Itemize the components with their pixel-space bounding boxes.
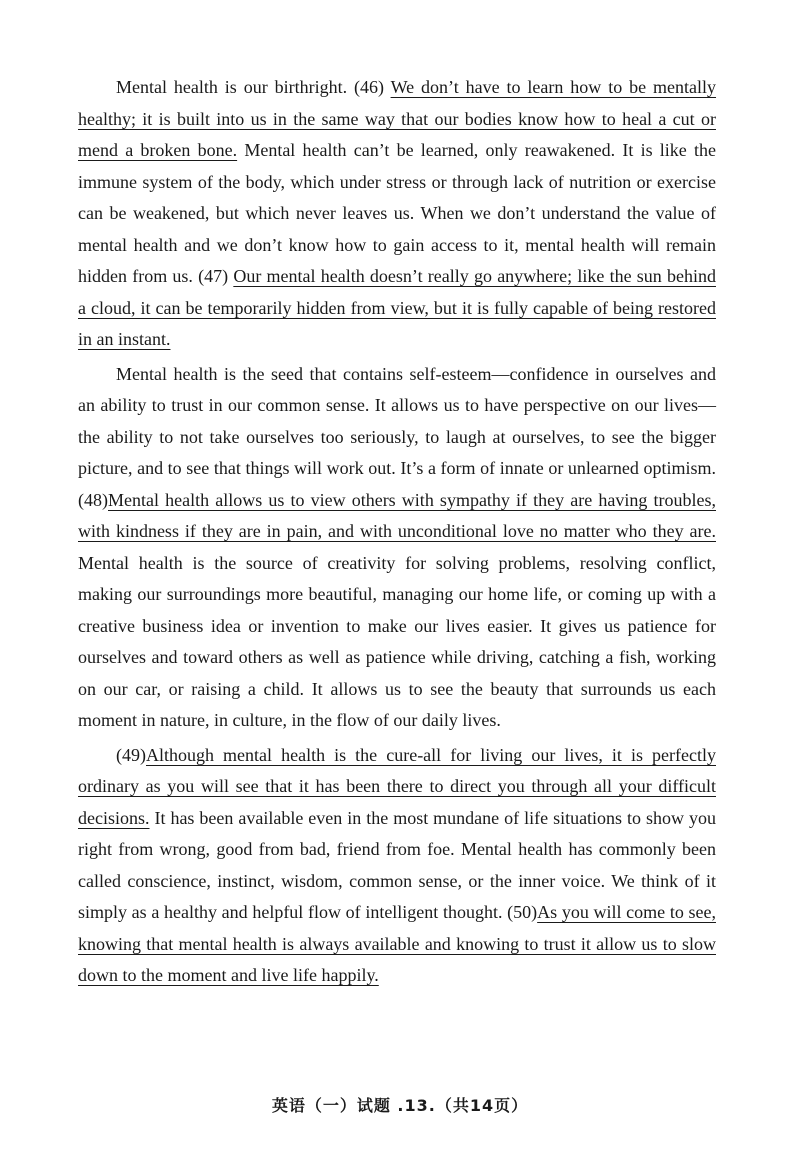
text-segment: (49) bbox=[116, 744, 146, 765]
text-segment: Mental health is our birthright. (46) bbox=[116, 77, 391, 97]
paragraph-1 bbox=[78, 72, 716, 356]
paragraph-2 bbox=[78, 359, 716, 737]
text-segment: Mental health is the source of creativity for solving problems, resolving conflict, making our surroundings more beautiful, managing our home life, or coming up with a creative business idea or invention to make our lives easier. It gives us patience for ourselves and toward others as well as patience while driving, catching a fish, working on our car, or raising a child. It allows us to see the beauty that surrounds us each moment in nature, in culture, in the flow of our daily lives. bbox=[78, 552, 716, 730]
underlined-sentence-48: Mental health allows us to view others with sympathy if they are having troubles, with kindness if they are in pain, and with unconditional love no matter who they are. bbox=[78, 489, 716, 541]
text-segment: It has been available even in the most mundane of life situations to show you right from wrong, good from bad, friend from foe. Mental health has commonly been called conscience, instinct, wisdom, common sense, or the inner voice. We think of it simply as a healthy and helpful flow of intelligent thought. (50) bbox=[78, 807, 716, 922]
underlined-sentence-49: Although mental health is the cure-all for living our lives, it is perfectly ordinary as you will see that it has been there to direct you through all your difficult decisions. bbox=[78, 744, 716, 828]
underlined-sentence-47: Our mental health doesn’t really go anywhere; like the sun behind a cloud, it can be temporarily hidden from view, but it is fully capable of being restored in an instant. bbox=[78, 266, 716, 349]
underlined-sentence-46: We don’t have to learn how to be mentally healthy; it is built into us in the same way that our bodies know how to heal a cut or mend a broken bone. bbox=[78, 77, 717, 160]
paragraph-3 bbox=[78, 740, 716, 992]
text-segment: Mental health is the seed that contains self-esteem—confidence in ourselves and an ability to trust in our common sense. It allows us to have perspective on our lives—the ability to not take ourselves too seriously, to laugh at ourselves, to see the bigger picture, and to see that things will work out. It’s a form of innate or unlearned optimism. (48) bbox=[78, 363, 716, 510]
underlined-sentence-50: As you will come to see, knowing that mental health is always available and knowing to trust it allow us to slow down to the moment and live life happily. bbox=[78, 902, 716, 985]
text-segment: Mental health can’t be learned, only reawakened. It is like the immune system of the body, which under stress or through lack of nutrition or exercise can be weakened, but which never leaves us. When we don’t understand the value of mental health and we don’t know how to gain access to it, mental health will remain hidden from us. (47) bbox=[78, 140, 716, 286]
reading-passage bbox=[78, 72, 716, 992]
page-footer: 英语（一）试题 .13.（共14页） bbox=[271, 1096, 529, 1115]
